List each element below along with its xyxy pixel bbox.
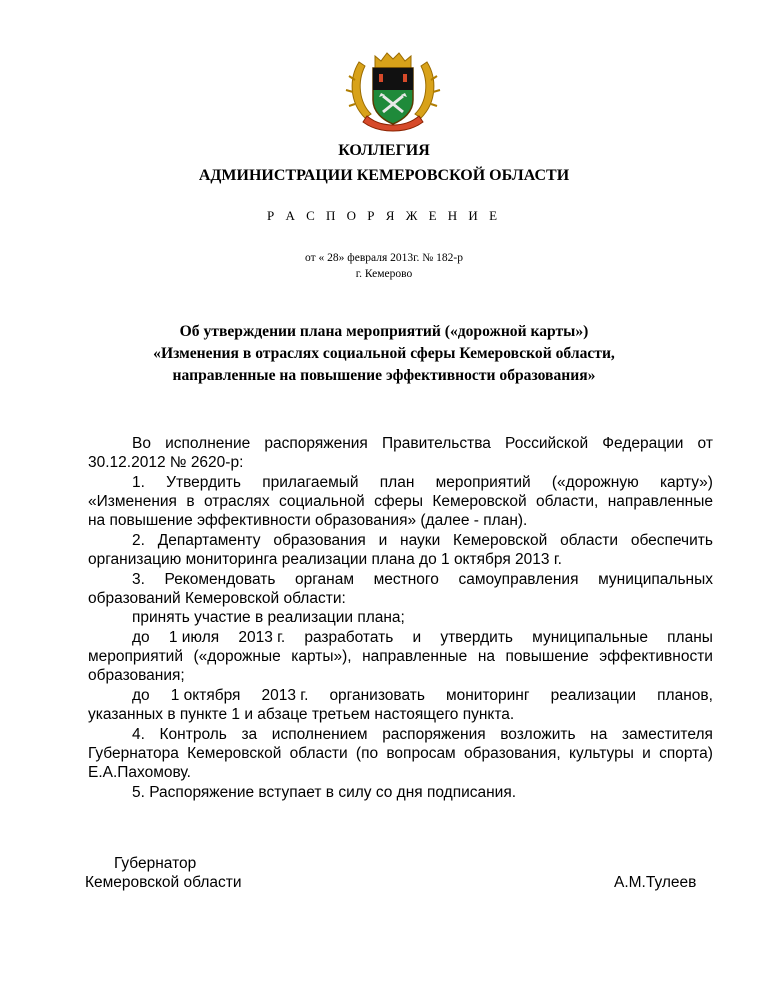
body-word: возложить (500, 726, 576, 743)
document-date-number: от « 28» февраля 2013г. № 182-р (305, 252, 463, 264)
body-word: на (590, 726, 608, 743)
body-word: спорта) (659, 745, 713, 762)
body-word: Губернатора (88, 745, 179, 762)
body-word: культуры (569, 745, 634, 762)
body-word: Кемеровской (453, 532, 548, 549)
body-word: направленные (362, 648, 468, 665)
body-word: до (132, 629, 150, 646)
body-line-19: 5. Распоряжение вступает в силу со дня подписания. (132, 784, 517, 801)
body-word: 3. (132, 571, 145, 588)
body-word: Кемеровской (187, 745, 282, 762)
body-word: образования, (464, 745, 561, 762)
body-word: области (560, 532, 619, 549)
body-word: прилагаемый (262, 474, 359, 491)
body-word: карты»), (291, 648, 352, 665)
shield (373, 68, 413, 124)
body-word: образования (273, 532, 366, 549)
body-line-14 (132, 686, 713, 705)
body-line-9: образований Кемеровской области: (88, 590, 346, 607)
body-word: муниципальные (532, 629, 648, 646)
body-word: обеспечить (630, 532, 713, 549)
body-line-6 (132, 531, 713, 550)
body-word: эффективности (599, 648, 713, 665)
body-line-7: организацию мониторинга реализации плана до 1 октября 2013 г. (88, 551, 562, 568)
body-word: исполнение (165, 435, 251, 452)
body-word: от (697, 435, 713, 452)
body-word: мероприятий (435, 474, 531, 491)
body-word: Российской (505, 435, 589, 452)
body-word: разработать (304, 629, 394, 646)
body-line-17 (88, 744, 713, 763)
org-name-line2: АДМИНИСТРАЦИИ КЕМЕРОВСКОЙ ОБЛАСТИ (198, 167, 570, 184)
body-line-2: 30.12.2012 № 2620-р: (88, 454, 244, 471)
body-word: 2013 г. (238, 629, 286, 646)
body-line-18: Е.А.Пахомову. (88, 764, 191, 781)
body-word: сферы (374, 493, 423, 510)
document-title-line2: «Изменения в отраслях социальной сферы Кемеровской области, (153, 345, 615, 362)
body-line-8 (132, 570, 713, 589)
body-word: Правительства (381, 435, 491, 452)
document-title-line1: Об утверждении плана мероприятий («дорожной карты») (179, 323, 589, 340)
body-word: до (132, 687, 150, 704)
body-word: муниципальных (598, 571, 713, 588)
body-word: 1. (132, 474, 145, 491)
body-word: Федерации (602, 435, 684, 452)
signatory-position-line1: Губернатор (114, 855, 197, 872)
body-word: и (412, 629, 422, 646)
body-word: самоуправления (458, 571, 579, 588)
body-word: реализации (550, 687, 637, 704)
body-word: («дорожные (193, 648, 281, 665)
body-word: на (477, 648, 495, 665)
body-word: 1 октября (170, 687, 241, 704)
document-type: Р А С П О Р Я Ж Е Н И Е (266, 208, 502, 223)
body-word: план (379, 474, 415, 491)
body-word: заместителя (621, 726, 713, 743)
org-name-line1: КОЛЛЕГИЯ (338, 142, 430, 159)
body-word: (по (355, 745, 379, 762)
body-word: 2. (132, 532, 145, 549)
body-word: утвердить (440, 629, 513, 646)
body-line-12 (88, 647, 713, 666)
document-title-line3: направленные на повышение эффективности образования» (172, 367, 596, 384)
body-word: области, (536, 493, 599, 510)
body-word: («дорожную (551, 474, 639, 491)
body-word: Рекомендовать (164, 571, 276, 588)
body-word: исполнением (271, 726, 368, 743)
body-line-13: образования; (88, 667, 185, 684)
body-word: науки (400, 532, 441, 549)
body-line-10: принять участие в реализации плана; (132, 609, 405, 626)
body-word: Департаменту (157, 532, 261, 549)
body-word: мониторинг (445, 687, 530, 704)
body-word: 2013 г. (261, 687, 309, 704)
coat-of-arms-emblem (345, 50, 441, 134)
body-line-4 (88, 492, 713, 511)
body-word: Утвердить (166, 474, 241, 491)
body-word: местного (373, 571, 439, 588)
signatory-position-line2: Кемеровской области (85, 874, 242, 891)
body-word: направленные (607, 493, 713, 510)
body-word: Кемеровской (432, 493, 527, 510)
body-line-11 (132, 628, 713, 647)
body-word: социальной (279, 493, 365, 510)
document-city: г. Кемерово (355, 268, 413, 280)
body-word: и (378, 532, 388, 549)
body-word: 4. (132, 726, 145, 743)
body-line-3 (132, 473, 713, 492)
body-word: вопросам (386, 745, 456, 762)
body-word: в (186, 493, 195, 510)
body-line-15: указанных в пункте 1 и абзаце третьем настоящего пункта. (88, 706, 515, 723)
body-word: за (241, 726, 258, 743)
body-line-16 (132, 725, 713, 744)
body-word: Контроль (159, 726, 227, 743)
body-word: отраслях (204, 493, 270, 510)
body-word: «Изменения (88, 493, 177, 510)
body-word: организовать (329, 687, 425, 704)
body-word: карту») (659, 474, 713, 491)
body-line-1 (132, 434, 713, 453)
body-line-5: на повышение эффективности образования» (далее - план). (88, 512, 528, 529)
body-word: мероприятий (88, 648, 183, 665)
body-word: планов, (657, 687, 713, 704)
body-word: органам (295, 571, 355, 588)
body-word: области (289, 745, 348, 762)
body-word: и (642, 745, 651, 762)
signatory-name: А.М.Тулеев (614, 874, 697, 891)
body-word: Во (132, 435, 151, 452)
body-word: распоряжения (382, 726, 486, 743)
body-word: повышение (505, 648, 589, 665)
crown (375, 53, 411, 68)
body-word: планы (667, 629, 713, 646)
body-word: распоряжения (264, 435, 368, 452)
body-word: 1 июля (168, 629, 220, 646)
